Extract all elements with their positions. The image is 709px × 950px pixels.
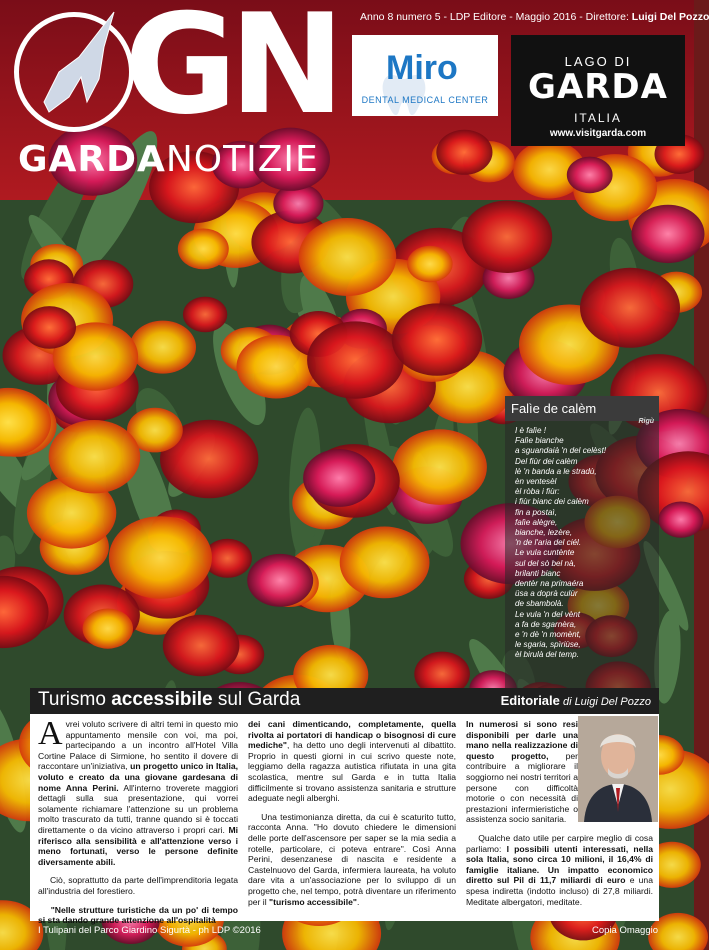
free-copy-label: Copia Omaggio <box>592 925 659 936</box>
tulip-shape <box>392 303 482 375</box>
tulip-shape <box>567 157 613 194</box>
garda-ad-title: GARDA <box>528 67 668 107</box>
article-paragraph <box>248 719 456 804</box>
miro-subtitle: DENTAL MEDICAL CENTER <box>361 95 489 105</box>
tulip-shape <box>436 130 492 175</box>
masthead-title-bold: GARDA <box>18 139 166 180</box>
poem-line: de sbambolà. <box>515 599 564 609</box>
lake-garda-circle-icon <box>14 12 134 132</box>
poem-line: lè 'n banda a le stradù, <box>515 466 597 476</box>
text-run-bold: dei cani dimenticando, completamente, quella rivolta ai portatori di handicap o bisognosi di cure mediche" <box>248 719 456 751</box>
poem-line: èn ventesèl <box>515 477 557 487</box>
text-run-bold: "turismo accessibile" <box>269 896 357 907</box>
text-run: Qualche dato utile per carpire meglio di cosa parliamo: <box>466 832 653 854</box>
tulip-shape <box>393 429 487 505</box>
garda-ad-country: ITALIA <box>574 111 622 125</box>
poem-line: brilanti bianc <box>515 568 561 578</box>
tulip-shape <box>163 615 240 676</box>
article-title-bold: accessibile <box>111 689 213 710</box>
poem-line: Le vula 'n del vènt <box>515 609 580 619</box>
photo-caption: I Tulipani del Parco Giardino Sigurtà - ph LDP ©2016 <box>38 925 261 936</box>
poem-line: I è falìe ! <box>515 426 547 435</box>
poem-line: a sguandaià 'n del celèst! <box>515 446 607 456</box>
tulip-shape <box>247 554 313 607</box>
masthead-logo <box>14 0 337 180</box>
poem-line: dentèr na primaéra <box>515 579 584 589</box>
text-run: All'interno troverete maggiori dettagli sulla sua presentazione, qui vorrei solamente richiamare l'attenzione su un problema molto trascurato da tutti, tranne quando si è toccati direttamente o da vicino attraverso i propri cari. <box>38 782 238 835</box>
article-paragraph <box>38 875 238 896</box>
poem-line: Del fiùr dei calèm <box>515 456 578 466</box>
text-run: Ciò, soprattutto da parte dell'imprenditoria legata all'industria del forestiero. <box>38 875 238 896</box>
poem-line: sul del sò bel nà, <box>515 558 576 568</box>
tulip-shape <box>407 246 453 282</box>
tulip-shape <box>632 205 705 263</box>
text-run-bold: un progetto unico in Italia, voluto e creato da una giovane gardesana di nome Anna Perini. <box>38 761 238 793</box>
article-paragraph <box>38 905 238 926</box>
text-run-bold: I possibili utenti interessati, nella sola Italia, sono circa 10 milioni, il 16,4% di famiglie italiane. Un impatto economico diretto sul Pil di 11,7 miliardi di euro <box>466 843 653 886</box>
text-run-bold: In numerosi si sono resi disponibili per darle una mano nella realizzazione di questo progetto, <box>466 719 578 761</box>
text-run-bold: "Nelle strutture turistiche da un po' di tempo si sta dando grande attenzione all'ospitalità <box>38 904 238 926</box>
tulip-shape <box>303 449 375 507</box>
poem-line: Le vula cuntènte <box>515 548 575 558</box>
article-body <box>30 714 659 926</box>
drop-cap: A <box>38 715 63 752</box>
poem-line: èl ròba i fiùr: <box>515 487 560 497</box>
tulip-shape <box>340 527 430 599</box>
text-run-bold: Mi riferisco alla sensibilità e all'attenzione verso i meno fortunati, verso le persone definite diversamente abili. <box>38 824 238 867</box>
text-run: . <box>356 896 360 907</box>
article-column-2 <box>248 719 456 915</box>
text-run: , ha detto uno degli intervenuti al dibattito. Proprio in questi giorni in cui scrivo queste note, leggiamo della ragazza autistica rifiutata in una gita scolastica, mentre sul Garda e in tutta Italia difficilmente si trovano assistenza sanitaria e strutture adeguate negli alberghi. <box>248 740 456 804</box>
text-run: e una spesa indiretta (indotto incluso) di 27,8 miliardi. Meditate albergatori, meditate. <box>466 875 653 907</box>
poem-line: üsa a doprà culùr <box>515 589 578 599</box>
tulip-shape <box>178 229 229 270</box>
masthead-title <box>18 139 319 180</box>
article-title <box>38 689 300 711</box>
poem-line: Falìe bianche <box>515 436 564 446</box>
tulip-shape <box>23 306 76 349</box>
poem-line: e 'n dè 'n momènt, <box>515 630 582 640</box>
poem-line: bianche, lezère, <box>515 528 573 538</box>
text-run: vrei voluto scrivere di altri temi in questo mio appuntamento mensile con voi, ma poi, partecipando a un incontro all'Hotel Villa Cortine Palace di Sirmione, ho sentito il dovere di raccontare un'iniziativa, <box>38 719 238 772</box>
text-run: Una testimonianza diretta, da cui è scaturito tutto, racconta Anna. "Ho dovuto chiedere le dimensioni delle porte dell'ascensore per saper se la mia sedia a rotelle, particolare, ci poteva entrare". Così Anna Perini, desenzanese di nascita e residente a Castelnuovo del Garda, infermiera laureata, ha voluto dare vita a un'associazione per lo sviluppo di un progetto che, nel tempo, potrà diventare un riferimento per il <box>248 811 456 907</box>
masthead-title-light: NOTIZIE <box>165 139 319 180</box>
text-run: per contribuire a migliorare il soggiorno nei nostri territori a persone con difficoltà motorie o con necessità di prestazioni infermieristiche o assistenza socio sanitaria. <box>466 750 579 825</box>
issue-line <box>360 11 709 23</box>
issue-text: Anno 8 numero 5 - LDP Editore - Maggio 2016 - Direttore: <box>360 11 632 23</box>
tulip-shape <box>299 218 397 296</box>
miro-ad[interactable] <box>352 35 498 116</box>
poem-body <box>515 426 653 661</box>
poem-line: a fa de sgarnèra, <box>515 619 577 629</box>
garda-ad-url[interactable]: www.visitgarda.com <box>549 128 647 139</box>
poem-line: 'n de l'aria del ciél. <box>515 538 582 548</box>
visit-garda-ad[interactable] <box>511 35 685 146</box>
miro-name: Miro <box>386 49 458 87</box>
article-paragraph <box>248 812 456 907</box>
poem-line: èl birulà del temp. <box>515 650 579 660</box>
tulip-shape <box>580 268 680 348</box>
article-title-pre: Turismo <box>38 689 112 710</box>
tulip-shape <box>307 321 404 398</box>
article-paragraph <box>38 715 238 867</box>
tulip-shape <box>83 609 133 649</box>
tulip-shape <box>183 297 227 333</box>
article-title-post: sul Garda <box>212 689 301 710</box>
tulip-shape <box>130 321 196 374</box>
article-paragraph <box>466 833 653 907</box>
tulip-shape <box>462 201 552 273</box>
editorial-author: di Luigi Del Pozzo <box>559 696 651 708</box>
poem-title: Falìe de calèm <box>505 396 659 421</box>
article-column-1 <box>38 715 238 934</box>
tulip-shape <box>658 501 703 537</box>
garda-ad-top: LAGO DI <box>564 54 632 69</box>
article-header-bar <box>30 688 659 714</box>
poem-line: le sgaria, spìriùse, <box>515 640 581 650</box>
poem-line: i fiùr bianc dei calèm <box>515 497 589 507</box>
poem-author: Rigù <box>638 418 654 425</box>
director-name: Luigi Del Pozzo <box>631 11 709 23</box>
tulip-shape <box>49 420 141 493</box>
tulip-shape <box>109 516 212 599</box>
poem-line: falìe alègre, <box>515 517 558 527</box>
poem-line: fin a postaì, <box>515 507 557 517</box>
poem-box <box>505 396 659 688</box>
author-portrait <box>578 716 658 822</box>
editorial-word: Editoriale <box>500 693 560 708</box>
editorial-label <box>501 693 651 708</box>
logo-letters: GN <box>124 0 337 145</box>
